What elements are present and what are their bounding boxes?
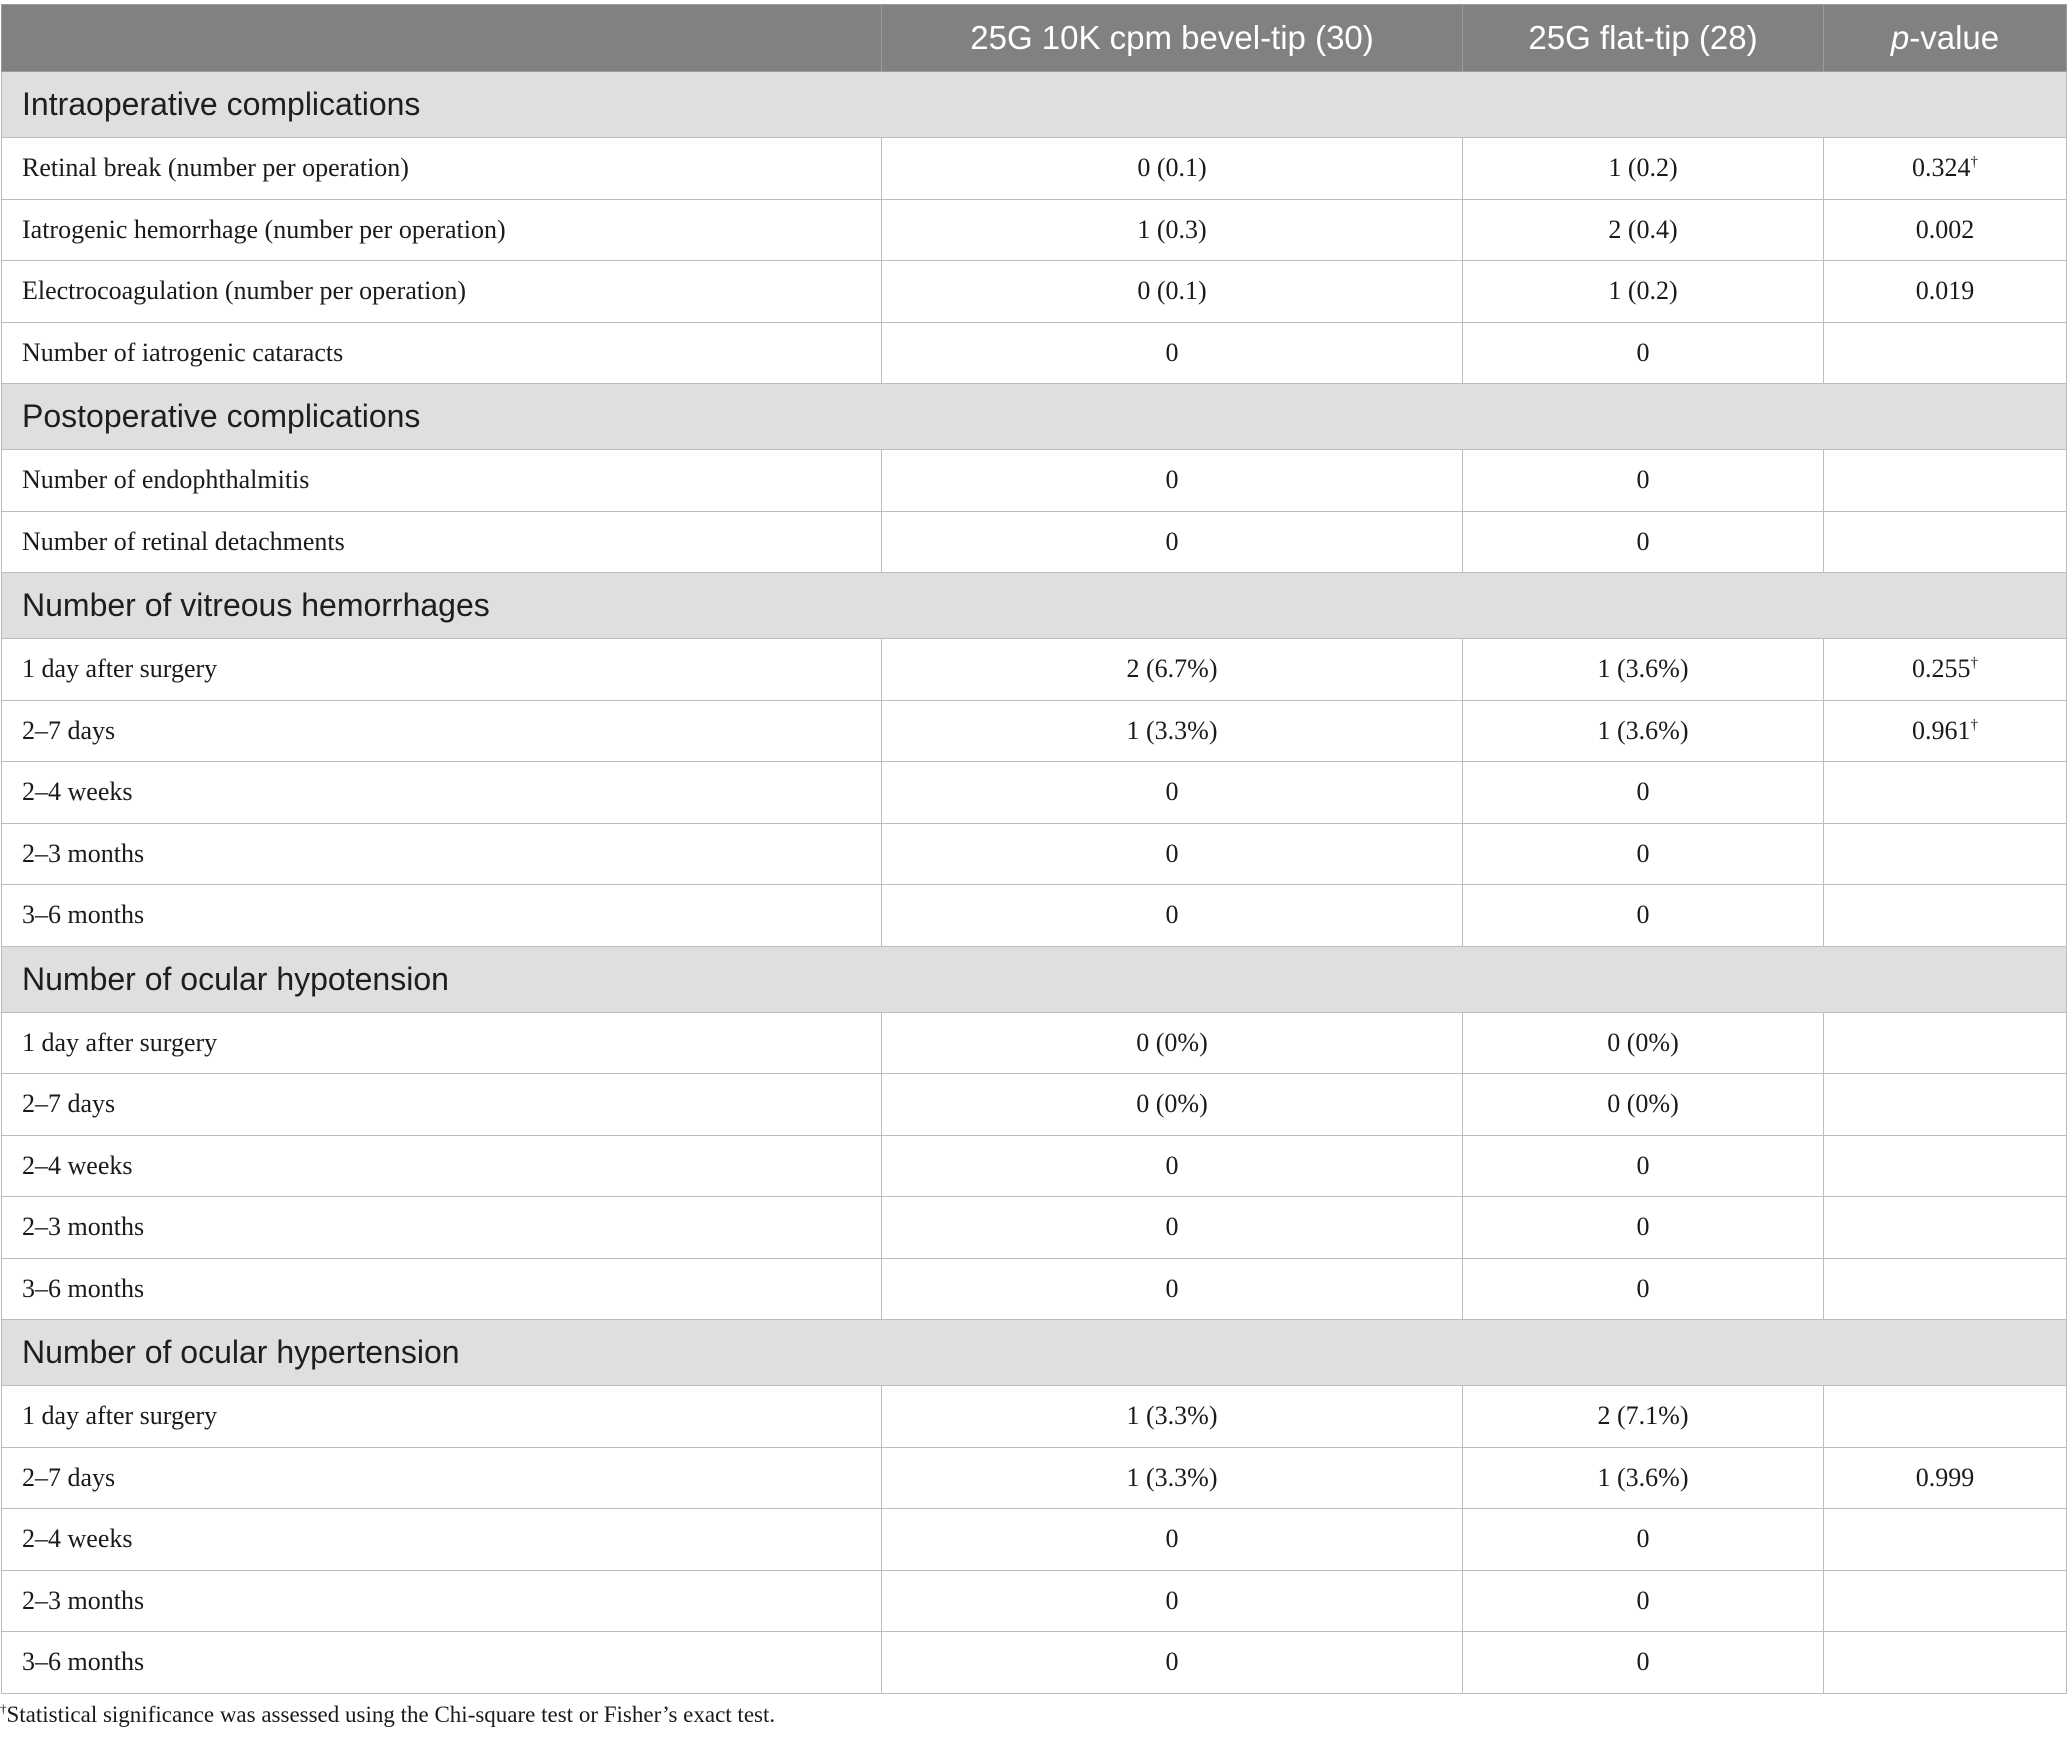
table-footnote xyxy=(0,1702,775,1728)
p-value-cell xyxy=(1824,450,2067,512)
table-row xyxy=(2,823,2067,885)
bevel-tip-value: 0 xyxy=(882,450,1463,512)
flat-tip-value: 1 (3.6%) xyxy=(1463,700,1824,762)
row-label: 2–7 days xyxy=(2,1074,882,1136)
table-row xyxy=(2,450,2067,512)
row-label: 1 day after surgery xyxy=(2,1386,882,1448)
row-label: 2–3 months xyxy=(2,1197,882,1259)
p-value: 0.999 xyxy=(1915,1462,1975,1492)
p-value-cell xyxy=(1824,1632,2067,1694)
row-label: 2–4 weeks xyxy=(2,1135,882,1197)
table-body xyxy=(2,72,2067,1694)
section-title: Number of vitreous hemorrhages xyxy=(2,573,2067,639)
p-value-cell xyxy=(1824,1570,2067,1632)
header-flat-tip: 25G flat-tip (28) xyxy=(1463,5,1824,72)
row-label: 3–6 months xyxy=(2,1258,882,1320)
bevel-tip-value: 0 (0%) xyxy=(882,1012,1463,1074)
section-row-ocular-hypotension xyxy=(2,946,2067,1012)
bevel-tip-value: 0 xyxy=(882,762,1463,824)
flat-tip-value: 0 xyxy=(1463,1135,1824,1197)
p-value: 0.019 xyxy=(1915,276,1975,306)
p-value-cell xyxy=(1824,885,2067,947)
table-row xyxy=(2,639,2067,701)
flat-tip-value: 0 xyxy=(1463,322,1824,384)
p-value-cell xyxy=(1824,1074,2067,1136)
bevel-tip-value: 0 xyxy=(882,1509,1463,1571)
row-label: 3–6 months xyxy=(2,885,882,947)
bevel-tip-value: 1 (3.3%) xyxy=(882,1447,1463,1509)
p-value-cell xyxy=(1824,1258,2067,1320)
flat-tip-value: 0 xyxy=(1463,1632,1824,1694)
flat-tip-value: 1 (0.2) xyxy=(1463,138,1824,200)
section-row-intraoperative xyxy=(2,72,2067,138)
row-label: 2–4 weeks xyxy=(2,762,882,824)
bevel-tip-value: 0 xyxy=(882,322,1463,384)
section-row-vitreous-hemorrhages xyxy=(2,573,2067,639)
flat-tip-value: 0 xyxy=(1463,511,1824,573)
table-row xyxy=(2,1386,2067,1448)
flat-tip-value: 0 xyxy=(1463,1570,1824,1632)
section-title: Number of ocular hypertension xyxy=(2,1320,2067,1386)
row-label: Electrocoagulation (number per operation) xyxy=(2,261,882,323)
table-row xyxy=(2,138,2067,200)
row-label: 3–6 months xyxy=(2,1632,882,1694)
row-label: Number of retinal detachments xyxy=(2,511,882,573)
bevel-tip-value: 0 xyxy=(882,1197,1463,1259)
row-label: Iatrogenic hemorrhage (number per operation) xyxy=(2,199,882,261)
row-label: 2–7 days xyxy=(2,700,882,762)
footnote-dagger-mark: † xyxy=(0,1701,7,1716)
bevel-tip-value: 0 xyxy=(882,1570,1463,1632)
table-row xyxy=(2,885,2067,947)
flat-tip-value: 1 (0.2) xyxy=(1463,261,1824,323)
table-row xyxy=(2,1197,2067,1259)
table-row xyxy=(2,1258,2067,1320)
flat-tip-value: 2 (7.1%) xyxy=(1463,1386,1824,1448)
bevel-tip-value: 1 (3.3%) xyxy=(882,1386,1463,1448)
p-value-cell xyxy=(1824,322,2067,384)
footnote-text: Statistical significance was assessed using the Chi-square test or Fisher’s exact test. xyxy=(6,1702,776,1727)
section-row-postoperative xyxy=(2,384,2067,450)
bevel-tip-value: 2 (6.7%) xyxy=(882,639,1463,701)
bevel-tip-value: 0 (0.1) xyxy=(882,261,1463,323)
header-bevel-tip: 25G 10K cpm bevel-tip (30) xyxy=(882,5,1463,72)
row-label: 2–4 weeks xyxy=(2,1509,882,1571)
row-label: 2–7 days xyxy=(2,1447,882,1509)
p-value-cell xyxy=(1824,1012,2067,1074)
dagger-mark: † xyxy=(1970,716,1978,733)
row-label: 1 day after surgery xyxy=(2,639,882,701)
table-row xyxy=(2,1570,2067,1632)
section-title: Postoperative complications xyxy=(2,384,2067,450)
flat-tip-value: 0 xyxy=(1463,1258,1824,1320)
table-row xyxy=(2,199,2067,261)
flat-tip-value: 0 xyxy=(1463,885,1824,947)
row-label: Retinal break (number per operation) xyxy=(2,138,882,200)
header-blank-cell xyxy=(2,5,882,72)
flat-tip-value: 1 (3.6%) xyxy=(1463,639,1824,701)
bevel-tip-value: 0 xyxy=(882,823,1463,885)
p-value-cell xyxy=(1824,138,2067,200)
table-header xyxy=(2,5,2067,72)
p-value: 0.961 xyxy=(1912,715,1971,745)
table-row xyxy=(2,322,2067,384)
header-p-value xyxy=(1824,5,2067,72)
header-row xyxy=(2,5,2067,72)
flat-tip-value: 0 xyxy=(1463,1197,1824,1259)
p-value-cell xyxy=(1824,762,2067,824)
complications-table xyxy=(1,4,2067,1694)
row-label: 2–3 months xyxy=(2,823,882,885)
p-value-cell xyxy=(1824,199,2067,261)
p-value-cell xyxy=(1824,1197,2067,1259)
row-label: 2–3 months xyxy=(2,1570,882,1632)
section-row-ocular-hypertension xyxy=(2,1320,2067,1386)
flat-tip-value: 0 (0%) xyxy=(1463,1012,1824,1074)
table-row xyxy=(2,1135,2067,1197)
p-value-cell xyxy=(1824,823,2067,885)
p-value-cell xyxy=(1824,511,2067,573)
bevel-tip-value: 1 (0.3) xyxy=(882,199,1463,261)
p-value-cell xyxy=(1824,1135,2067,1197)
table-row xyxy=(2,1012,2067,1074)
table-row xyxy=(2,1632,2067,1694)
flat-tip-value: 0 xyxy=(1463,450,1824,512)
flat-tip-value: 2 (0.4) xyxy=(1463,199,1824,261)
p-value: 0.255 xyxy=(1912,654,1971,684)
row-label: Number of iatrogenic cataracts xyxy=(2,322,882,384)
table-row xyxy=(2,762,2067,824)
bevel-tip-value: 0 (0.1) xyxy=(882,138,1463,200)
flat-tip-value: 0 (0%) xyxy=(1463,1074,1824,1136)
table-row xyxy=(2,511,2067,573)
section-title: Intraoperative complications xyxy=(2,72,2067,138)
dagger-mark: † xyxy=(1970,154,1978,171)
section-title: Number of ocular hypotension xyxy=(2,946,2067,1012)
table-row xyxy=(2,700,2067,762)
p-value-cell xyxy=(1824,1386,2067,1448)
flat-tip-value: 0 xyxy=(1463,1509,1824,1571)
p-value-cell xyxy=(1824,1447,2067,1509)
p-value-cell xyxy=(1824,700,2067,762)
p-value-cell xyxy=(1824,261,2067,323)
p-value-cell xyxy=(1824,639,2067,701)
bevel-tip-value: 0 xyxy=(882,1135,1463,1197)
bevel-tip-value: 0 xyxy=(882,1258,1463,1320)
flat-tip-value: 0 xyxy=(1463,762,1824,824)
header-p-rest: -value xyxy=(1909,19,2000,56)
row-label: Number of endophthalmitis xyxy=(2,450,882,512)
bevel-tip-value: 0 (0%) xyxy=(882,1074,1463,1136)
p-value: 0.324 xyxy=(1912,153,1971,183)
p-value-cell xyxy=(1824,1509,2067,1571)
table-row xyxy=(2,1447,2067,1509)
flat-tip-value: 1 (3.6%) xyxy=(1463,1447,1824,1509)
table-row xyxy=(2,1074,2067,1136)
row-label: 1 day after surgery xyxy=(2,1012,882,1074)
bevel-tip-value: 0 xyxy=(882,511,1463,573)
flat-tip-value: 0 xyxy=(1463,823,1824,885)
table-row xyxy=(2,261,2067,323)
dagger-mark: † xyxy=(1970,655,1978,672)
header-p-italic: p xyxy=(1890,19,1910,56)
bevel-tip-value: 1 (3.3%) xyxy=(882,700,1463,762)
p-value: 0.002 xyxy=(1915,214,1975,244)
bevel-tip-value: 0 xyxy=(882,885,1463,947)
bevel-tip-value: 0 xyxy=(882,1632,1463,1694)
table-row xyxy=(2,1509,2067,1571)
